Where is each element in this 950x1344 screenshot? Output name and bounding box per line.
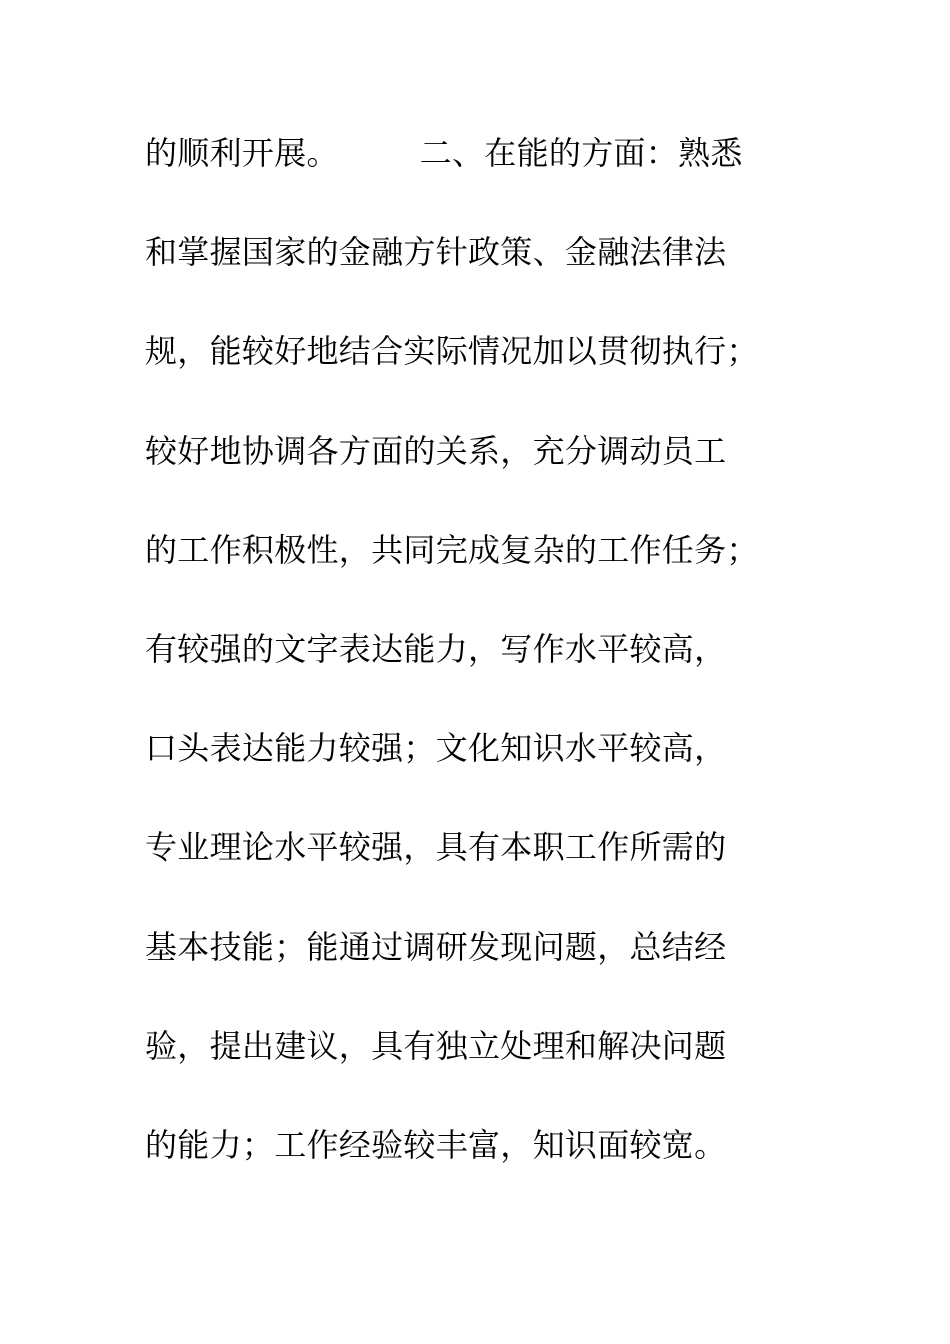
text-line: 口头表达能力较强；文化知识水平较高， [145, 729, 727, 768]
text-line: 和掌握国家的金融方针政策、金融法律法 [145, 233, 727, 272]
body-text [145, 122, 825, 1213]
text-line: 专业理论水平较强，具有本职工作所需的 [145, 828, 727, 867]
text-line: 较好地协调各方面的关系，充分调动员工 [145, 431, 727, 470]
text-line: 规，能较好地结合实际情况加以贯彻执行； [145, 332, 759, 371]
text-line: 有较强的文字表达能力，写作水平较高， [145, 629, 727, 668]
text-line: 验，提出建议，具有独立处理和解决问题 [145, 1026, 727, 1065]
text-line: 的能力；工作经验较丰富，知识面较宽。 [145, 1125, 727, 1164]
text-line: 基本技能；能通过调研发现问题，总结经 [145, 927, 727, 966]
text-line: 的顺利开展。 二、在能的方面：熟悉 [145, 134, 743, 172]
text-line: 的工作积极性，共同完成复杂的工作任务； [145, 530, 759, 569]
